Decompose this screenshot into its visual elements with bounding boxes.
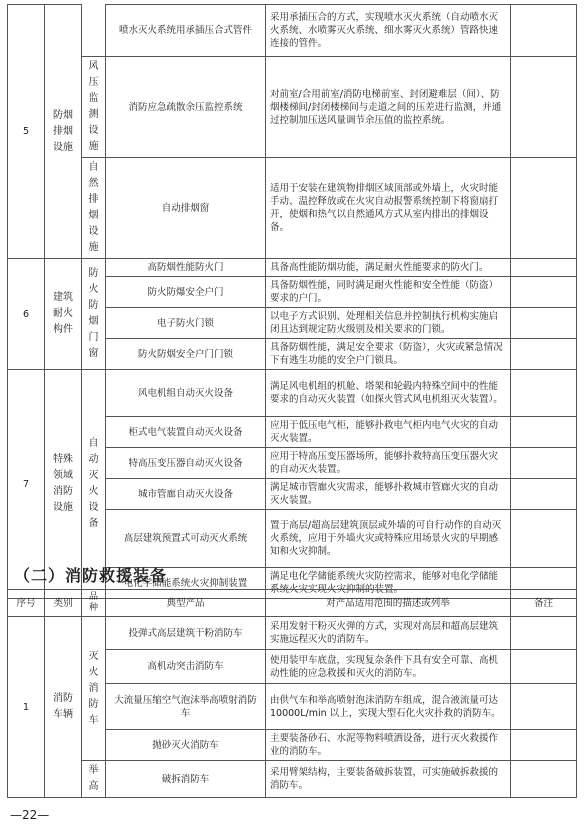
product-cell: 特高压变压器自动灭火设备 bbox=[106, 448, 266, 479]
description-cell: 具备防烟性能，满足安全要求（防盗），火灾或紧急情况下有逃生功能的安全户门锁具。 bbox=[266, 339, 511, 370]
subtype-cell: 灭 火 消 防 车 bbox=[82, 617, 106, 761]
section-title: （二）消防救援装备 bbox=[14, 566, 168, 585]
table-row bbox=[8, 370, 577, 417]
description-cell: 使用装甲车底盘，实现复杂条件下具有安全可靠、高机动性能的应急救援和灭火的消防车。 bbox=[266, 650, 511, 684]
description-cell: 采用发射干粉灭火弹的方式，实现对高层和超高层建筑实施远程灭火的消防车。 bbox=[266, 617, 511, 650]
description-cell: 满足城市管廊火灾需求，能够扑救城市管廊火灾的自动灭火装置。 bbox=[266, 479, 511, 510]
category-cell: 消防 车辆 bbox=[45, 617, 82, 798]
product-cell: 风电机组自动灭火设备 bbox=[106, 370, 266, 417]
table-row bbox=[8, 617, 577, 650]
category-cell: 特殊 领域 消防 设施 bbox=[45, 370, 82, 599]
category-cell: 防烟 排烟 设施 bbox=[45, 5, 82, 259]
description-cell: 具备防烟性能，同时满足耐火性能和安全性能（防盗）要求的户门。 bbox=[266, 277, 511, 308]
product-cell: 投弹式高层建筑干粉消防车 bbox=[106, 617, 266, 650]
table-header-row bbox=[8, 590, 577, 617]
description-cell: 适用于安装在建筑物排烟区域顶部或外墙上，火灾时能手动、温控释放或在火灾自动报警系统控制下将窗扇打开，使烟和热气以自然通风方式从室内排出的排烟设备。 bbox=[266, 158, 511, 259]
header-remark: 备注 bbox=[511, 590, 577, 617]
product-cell: 防火防爆安全户门 bbox=[106, 277, 266, 308]
description-cell: 应用于低压电气柜，能够扑救电气柜内电气火灾的自动灭火装置。 bbox=[266, 417, 511, 448]
header-no: 序号 bbox=[8, 590, 45, 617]
product-cell: 自动排烟窗 bbox=[106, 158, 266, 259]
description-cell: 主要装备砂石、水泥等物料喷洒设备，进行灭火救援作业的消防车。 bbox=[266, 730, 511, 761]
product-cell: 柜式电气装置自动灭火设备 bbox=[106, 417, 266, 448]
equipment-table-2 bbox=[7, 589, 577, 798]
subtype-cell: 自 动 灭 火 设 备 bbox=[82, 370, 106, 599]
product-cell: 高层建筑预置式可动灭火系统 bbox=[106, 510, 266, 568]
product-cell: 城市管廊自动灭火设备 bbox=[106, 479, 266, 510]
product-cell: 电化学储能系统火灾抑制装置 bbox=[106, 568, 266, 599]
header-description: 对产品适用范围的描述或列举 bbox=[266, 590, 511, 617]
header-product: 典型产品 bbox=[106, 590, 266, 617]
table-row bbox=[8, 57, 577, 158]
subtype-cell: 防 火 防 烟 门 窗 bbox=[82, 259, 106, 370]
description-cell: 对前室/合用前室/消防电梯前室、封闭避难层（间）、防烟楼梯间/封闭楼梯间与走道之间的压差进行监测，并通过控制加压送风量调节余压值的监控系统。 bbox=[266, 57, 511, 158]
category-cell: 建筑 耐火 构件 bbox=[45, 259, 82, 370]
subtype-cell: 举 高 bbox=[82, 761, 106, 798]
product-cell: 喷水灭火系统用承插压合式管件 bbox=[106, 5, 266, 57]
description-cell: 由供气车和举高喷射泡沫消防车组成，混合液流量可达 10000L/min 以上，实现大型石化火灾扑救的消防车。 bbox=[266, 684, 511, 730]
table-row bbox=[8, 259, 577, 277]
description-cell: 满足风电机组的机舱、塔架和轮毂内特殊空间中的性能要求的自动灭火装置（如探火管式风电机组灭火装置）。 bbox=[266, 370, 511, 417]
description-cell: 应用于特高压变压器场所，能够扑救特高压变压器火灾的自动灭火装置。 bbox=[266, 448, 511, 479]
description-cell: 采用臂架结构，主要装备破拆装置，可实施破拆救援的消防车。 bbox=[266, 761, 511, 798]
subtype-cell: 自 然 排 烟 设 施 bbox=[82, 158, 106, 259]
description-cell: 以电子方式识别、处理相关信息并控制执行机构实施启闭且达到规定防火级别及相关要求的门锁。 bbox=[266, 308, 511, 339]
row-number: 7 bbox=[8, 370, 45, 599]
product-cell: 破拆消防车 bbox=[106, 761, 266, 798]
subtype-cell: 风 压 监 测 设 施 bbox=[82, 57, 106, 158]
product-cell: 高机动突击消防车 bbox=[106, 650, 266, 684]
product-cell: 大流量压缩空气泡沫举高喷射消防车 bbox=[106, 684, 266, 730]
row-number: 6 bbox=[8, 259, 45, 370]
page-number: —22— bbox=[10, 808, 50, 822]
product-cell: 抛砂灭火消防车 bbox=[106, 730, 266, 761]
description-cell: 置于高层/超高层建筑顶层或外墙的可自行动作的自动灭火系统，应用于外墙火灾或特殊应用场景火灾的早期感知和火灾抑制。 bbox=[266, 510, 511, 568]
header-category: 类别 bbox=[45, 590, 82, 617]
product-cell: 防火防烟安全户门门锁 bbox=[106, 339, 266, 370]
header-type: 品 种 bbox=[82, 590, 106, 617]
equipment-table-1 bbox=[7, 4, 577, 599]
product-cell: 高防烟性能防火门 bbox=[106, 259, 266, 277]
description-cell: 采用承插压合的方式，实现喷水灭火系统（自动喷水灭火系统、水喷雾灭火系统、细水雾灭火系统）管路快速连接的管件。 bbox=[266, 5, 511, 57]
product-cell: 电子防火门锁 bbox=[106, 308, 266, 339]
row-number: 1 bbox=[8, 617, 45, 798]
description-cell: 满足电化学储能系统火灾防控需求，能够对电化学储能系统火灾实现火灾抑制的装置。 bbox=[266, 568, 511, 599]
row-number: 5 bbox=[8, 5, 45, 259]
product-cell: 消防应急疏散余压监控系统 bbox=[106, 57, 266, 158]
table-row bbox=[8, 5, 577, 57]
table-row bbox=[8, 761, 577, 798]
table-row bbox=[8, 158, 577, 259]
description-cell: 具备高性能防烟功能，满足耐火性能要求的防火门。 bbox=[266, 259, 511, 277]
